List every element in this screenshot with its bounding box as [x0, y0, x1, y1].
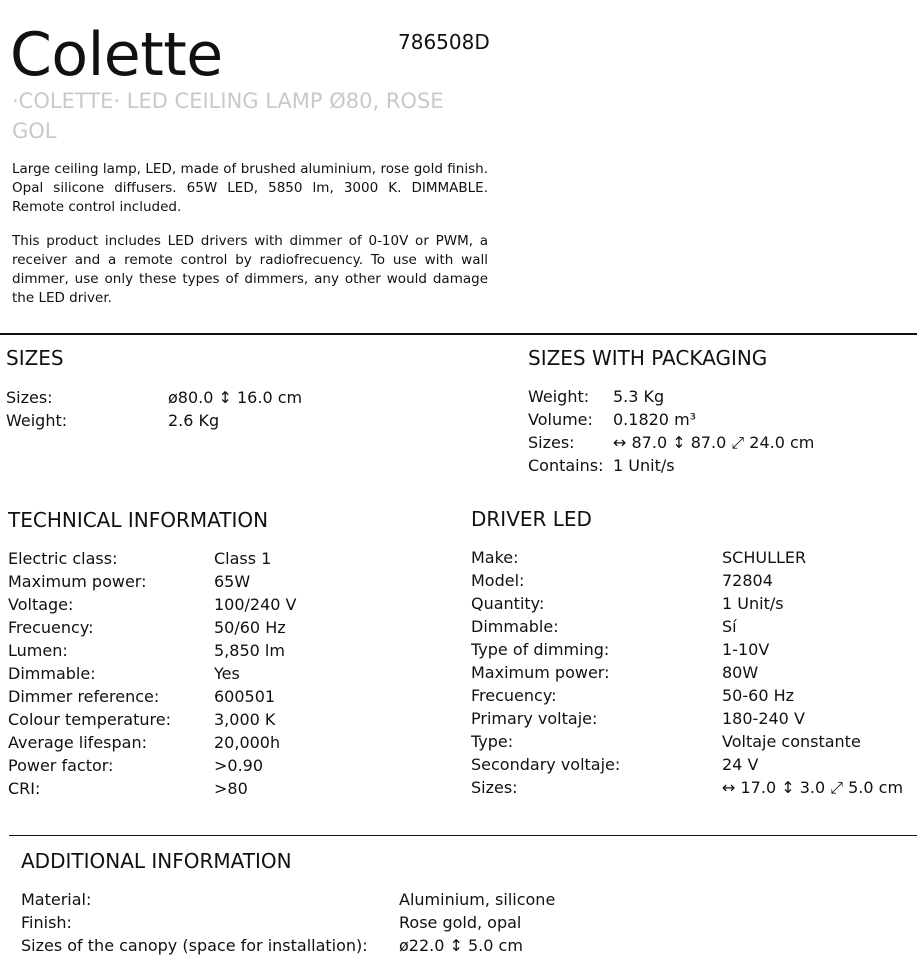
driver-value: 80W	[722, 663, 759, 682]
packaging-label: Weight:	[528, 387, 590, 406]
packaging-value: 0.1820 m³	[613, 410, 697, 429]
technical-title: TECHNICAL INFORMATION	[8, 508, 269, 532]
technical-label: CRI:	[8, 779, 41, 798]
driver-label: Secondary voltaje:	[471, 755, 621, 774]
driver-value: 50-60 Hz	[722, 686, 795, 705]
driver-label: Maximum power:	[471, 663, 610, 682]
technical-label: Average lifespan:	[8, 733, 147, 752]
section-divider-2	[9, 835, 917, 836]
packaging-value: 1 Unit/s	[613, 456, 675, 475]
driver-value: 1-10V	[722, 640, 770, 659]
sizes-label: Sizes:	[6, 388, 53, 407]
technical-value: Class 1	[214, 549, 272, 568]
driver-value: 180-240 V	[722, 709, 805, 728]
technical-value: 50/60 Hz	[214, 618, 286, 637]
product-code: 786508D	[398, 30, 490, 54]
driver-label: Type of dimming:	[471, 640, 610, 659]
technical-value: 600501	[214, 687, 276, 706]
packaging-label: Contains:	[528, 456, 604, 475]
technical-label: Colour temperature:	[8, 710, 171, 729]
driver-note: This product includes LED drivers with dimmer of 0-10V or PWM, a receiver and a remote control by radiofrecuency. To use with wall dimmer, use only these types of dimmers, any other would damage the LED driver.	[12, 233, 488, 306]
driver-value: SCHULLER	[722, 548, 807, 567]
driver-value: 72804	[722, 571, 773, 590]
product-description: Large ceiling lamp, LED, made of brushed aluminium, rose gold finish. Opal silicone diffusers. 65W LED, 5850 lm, 3000 K. DIMMABLE. Remote control included.	[12, 161, 488, 215]
technical-label: Voltage:	[8, 595, 74, 614]
driver-label: Quantity:	[471, 594, 545, 613]
technical-value: >0.90	[214, 756, 264, 775]
driver-label: Dimmable:	[471, 617, 559, 636]
driver-label: Primary voltaje:	[471, 709, 598, 728]
driver-value: 24 V	[722, 755, 759, 774]
sizes-value: 2.6 Kg	[168, 411, 220, 430]
packaging-value: ↔ 87.0 ↕ 87.0 ⤢ 24.0 cm	[613, 433, 815, 452]
technical-label: Frecuency:	[8, 618, 94, 637]
additional-title: ADDITIONAL INFORMATION	[21, 849, 292, 873]
sizes-title: SIZES	[6, 346, 64, 370]
driver-title: DRIVER LED	[471, 507, 592, 531]
technical-value: >80	[214, 779, 248, 798]
additional-label: Material:	[21, 890, 92, 909]
section-divider	[0, 333, 917, 335]
packaging-title: SIZES WITH PACKAGING	[528, 346, 768, 370]
additional-value: Aluminium, silicone	[399, 890, 556, 909]
additional-value: ø22.0 ↕ 5.0 cm	[399, 936, 523, 955]
driver-label: Make:	[471, 548, 519, 567]
technical-label: Power factor:	[8, 756, 114, 775]
driver-value: ↔ 17.0 ↕ 3.0 ⤢ 5.0 cm	[722, 778, 904, 797]
driver-label: Frecuency:	[471, 686, 557, 705]
technical-label: Electric class:	[8, 549, 118, 568]
technical-label: Maximum power:	[8, 572, 147, 591]
driver-label: Type:	[471, 732, 514, 751]
driver-value: Sí	[722, 617, 737, 636]
additional-label: Sizes of the canopy (space for installation):	[21, 936, 368, 955]
sizes-value: ø80.0 ↕ 16.0 cm	[168, 388, 303, 407]
technical-value: 100/240 V	[214, 595, 297, 614]
packaging-label: Volume:	[528, 410, 593, 429]
packaging-value: 5.3 Kg	[613, 387, 665, 406]
additional-value: Rose gold, opal	[399, 913, 522, 932]
driver-label: Sizes:	[471, 778, 518, 797]
technical-value: 65W	[214, 572, 251, 591]
product-title: Colette	[10, 20, 223, 90]
packaging-label: Sizes:	[528, 433, 575, 452]
additional-label: Finish:	[21, 913, 72, 932]
technical-label: Dimmable:	[8, 664, 96, 683]
technical-label: Lumen:	[8, 641, 68, 660]
technical-label: Dimmer reference:	[8, 687, 160, 706]
driver-value: 1 Unit/s	[722, 594, 784, 613]
product-subtitle: ·COLETTE· LED CEILING LAMP Ø80, ROSE GOL	[12, 89, 444, 143]
driver-label: Model:	[471, 571, 525, 590]
sizes-label: Weight:	[6, 411, 68, 430]
technical-value: Yes	[214, 664, 240, 683]
driver-value: Voltaje constante	[722, 732, 861, 751]
technical-value: 3,000 K	[214, 710, 276, 729]
technical-value: 20,000h	[214, 733, 281, 752]
technical-value: 5,850 lm	[214, 641, 285, 660]
